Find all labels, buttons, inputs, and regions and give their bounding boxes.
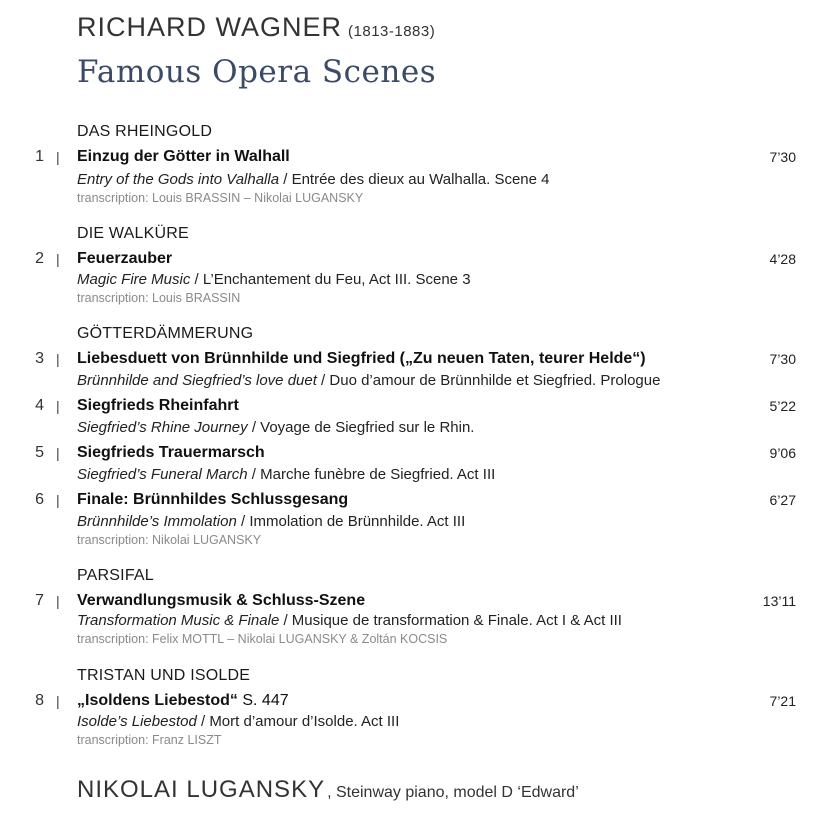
track-duration: 7’30 [769,351,796,367]
track-number: 4 [35,397,44,414]
opera-title: DIE WALKÜRE [77,225,189,242]
track-title: Feuerzauber [77,250,173,267]
performer-name: NIKOLAI LUGANSKY [77,776,326,803]
separator: | [56,351,60,367]
english-title: Brünnhilde’s Immolation [77,513,237,530]
track-duration: 7’30 [769,149,796,165]
track-number: 1 [35,148,44,165]
english-title: Siegfried’s Funeral March [77,466,248,483]
english-title: Magic Fire Music [77,271,191,288]
track-duration: 9’06 [769,445,796,461]
performer-credit [77,776,579,804]
track-title-text: „Isoldens Liebestod“ [77,692,238,709]
french-title: / Mort d’amour d’Isolde. Act III [196,713,400,730]
catalogue-number: S. 447 [237,692,289,709]
track-title: Siegfrieds Rheinfahrt [77,397,239,414]
track-number: 3 [35,350,44,367]
opera-title: TRISTAN UND ISOLDE [77,667,251,684]
performer-instrument: , Steinway piano, model D ‘Edward’ [327,784,579,801]
track-title: Siegfrieds Trauermarsch [77,444,265,461]
track-title: Liebesduett von Brünnhilde und Siegfried („Zu neuen Taten, teurer Helde“) [77,350,646,367]
track-title [77,692,289,710]
french-title: / Entrée des dieux au Walhalla. Scene 4 [279,171,550,188]
separator: | [56,593,60,609]
english-title: Brünnhilde and Siegfried’s love duet [77,372,317,389]
french-title: / Voyage de Siegfried sur le Rhin. [247,419,475,436]
track-subtitle [77,372,660,389]
track-subtitle [77,271,471,288]
composer-name: RICHARD WAGNER [77,12,343,42]
separator: | [56,445,60,461]
track-transcription: transcription: Nikolai LUGANSKY [77,533,262,547]
track-number: 2 [35,250,44,267]
english-title: Siegfried’s Rhine Journey [77,419,248,436]
french-title: / L’Enchantement du Feu, Act III. Scene 3 [190,271,471,288]
track-duration: 7’21 [769,693,796,709]
separator: | [56,693,60,709]
track-subtitle [77,612,622,629]
french-title: / Marche funèbre de Siegfried. Act III [247,466,496,483]
track-transcription: transcription: Louis BRASSIN [77,291,241,305]
track-transcription: transcription: Felix MOTTL – Nikolai LUGANSKY & Zoltán KOCSIS [77,632,448,646]
album-title: Famous Opera Scenes [77,54,437,90]
track-title: Einzug der Götter in Walhall [77,148,290,165]
opera-title: GÖTTERDÄMMERUNG [77,325,254,342]
composer-dates: (1813-1883) [348,23,436,40]
track-number: 5 [35,444,44,461]
track-title: Verwandlungsmusik & Schluss-Szene [77,592,366,609]
track-duration: 6’27 [769,492,796,508]
track-title: Finale: Brünnhildes Schlussgesang [77,491,349,508]
french-title: / Duo d’amour de Brünnhilde et Siegfried. Prologue [316,372,661,389]
separator: | [56,492,60,508]
opera-title: DAS RHEINGOLD [77,123,213,140]
track-number: 6 [35,491,44,508]
track-subtitle [77,466,495,483]
track-subtitle [77,713,399,730]
track-transcription: transcription: Franz LISZT [77,733,222,747]
french-title: / Immolation de Brünnhilde. Act III [236,513,466,530]
composer-heading [77,12,435,43]
track-transcription: transcription: Louis BRASSIN – Nikolai LUGANSKY [77,191,364,205]
english-title: Isolde’s Liebestod [77,713,197,730]
track-subtitle [77,419,474,436]
english-title: Transformation Music & Finale [77,612,280,629]
track-subtitle [77,513,465,530]
separator: | [56,398,60,414]
english-title: Entry of the Gods into Valhalla [77,171,280,188]
track-number: 8 [35,692,44,709]
track-duration: 13’11 [762,593,796,609]
opera-title: PARSIFAL [77,567,154,584]
track-duration: 4’28 [769,251,796,267]
track-subtitle [77,171,550,188]
french-title: / Musique de transformation & Finale. Act I & Act III [279,612,622,629]
track-duration: 5’22 [769,398,796,414]
separator: | [56,149,60,165]
track-number: 7 [35,592,44,609]
separator: | [56,251,60,267]
